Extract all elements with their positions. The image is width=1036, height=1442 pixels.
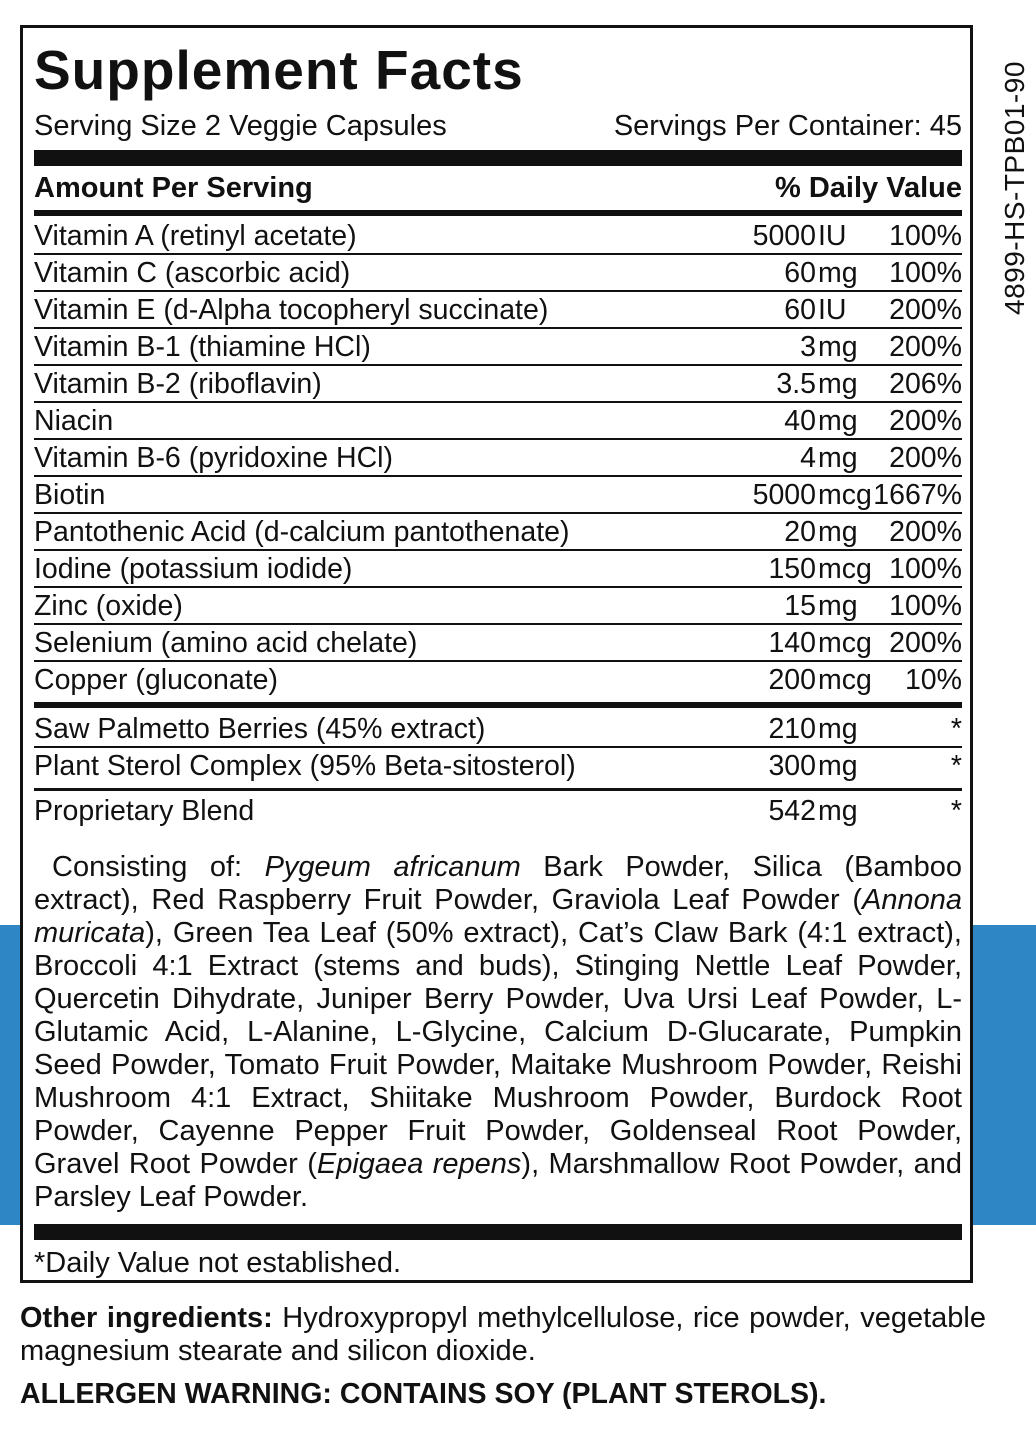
nutrient-amount: 5000 bbox=[752, 479, 816, 511]
panel-title: Supplement Facts bbox=[34, 39, 524, 101]
herbal-unit: mg bbox=[818, 713, 858, 745]
nutrient-unit: IU bbox=[818, 220, 847, 252]
proprietary-blend-row bbox=[34, 793, 962, 830]
nutrient-name: Vitamin E (d-Alpha tocopheryl succinate) bbox=[34, 294, 549, 326]
nutrient-unit: mcg bbox=[818, 627, 872, 659]
nutrient-daily-value: 1667% bbox=[873, 479, 962, 511]
nutrient-name: Selenium (amino acid chelate) bbox=[34, 627, 418, 659]
nutrient-row bbox=[34, 255, 962, 292]
blend-text-italic: Pygeum africanum bbox=[264, 851, 521, 883]
nutrient-unit: mcg bbox=[818, 553, 872, 585]
nutrient-daily-value: 206% bbox=[889, 368, 962, 400]
blend-amount: 542 bbox=[768, 795, 816, 827]
herbal-unit: mg bbox=[818, 750, 858, 782]
serving-info bbox=[34, 106, 962, 146]
nutrient-name: Copper (gluconate) bbox=[34, 664, 278, 696]
other-ingredients-text: Hydroxypropyl methylcellulose, rice powder, vegetable magnesium stearate and silicon dioxide. bbox=[20, 1302, 986, 1367]
blend-name: Proprietary Blend bbox=[34, 795, 255, 827]
nutrient-row bbox=[34, 477, 962, 514]
nutrient-daily-value: 200% bbox=[889, 405, 962, 437]
nutrient-daily-value: 200% bbox=[889, 331, 962, 363]
nutrient-daily-value: 100% bbox=[889, 590, 962, 622]
blend-text: Bark Powder, Silica (Bamboo extract), Red Raspberry Fruit Powder, Graviola Leaf Powder ( bbox=[34, 851, 962, 916]
divider-thin bbox=[34, 788, 962, 791]
nutrient-row bbox=[34, 625, 962, 662]
blend-text: ), Marshmallow Root Powder, and Parsley Leaf Powder. bbox=[34, 1148, 963, 1213]
nutrient-row bbox=[34, 551, 962, 588]
allergen-warning: ALLERGEN WARNING: CONTAINS SOY (PLANT STEROLS). bbox=[20, 1378, 827, 1410]
divider-medium bbox=[34, 702, 962, 708]
divider-medium bbox=[34, 210, 962, 216]
blend-text-italic: Annona muricata bbox=[34, 884, 962, 949]
nutrient-daily-value: 200% bbox=[889, 442, 962, 474]
nutrient-daily-value: 100% bbox=[889, 553, 962, 585]
herbal-daily-value: * bbox=[950, 750, 962, 782]
nutrient-amount: 15 bbox=[784, 590, 816, 622]
herbal-row bbox=[34, 748, 962, 785]
nutrient-name: Vitamin B-6 (pyridoxine HCl) bbox=[34, 442, 394, 474]
nutrient-row bbox=[34, 292, 962, 329]
nutrient-amount: 150 bbox=[768, 553, 816, 585]
nutrient-name: Vitamin B-2 (riboflavin) bbox=[34, 368, 322, 400]
nutrient-unit: mg bbox=[818, 516, 858, 548]
nutrient-amount: 200 bbox=[768, 664, 816, 696]
nutrient-name: Pantothenic Acid (d-calcium pantothenate) bbox=[34, 516, 570, 548]
herbal-name: Plant Sterol Complex (95% Beta-sitosterol) bbox=[34, 750, 576, 782]
nutrient-amount: 60 bbox=[784, 257, 816, 289]
nutrient-name: Iodine (potassium iodide) bbox=[34, 553, 353, 585]
other-ingredients-label: Other ingredients: bbox=[20, 1302, 273, 1334]
side-code: 4899-HS-TPB01-90 bbox=[999, 61, 1030, 315]
blend-text: ), Green Tea Leaf (50% extract), Cat’s Claw Bark (4:1 extract), Broccoli 4:1 Extract (stems and buds), Stinging Nettle Leaf Powder, Quercetin Dihydrate, Juniper Berry Powder, Uva Ursi Leaf Powder, L-Glutamic Acid, L-Alanine, L-Glycine, Calcium D-Glucarate, Pumpkin Seed Powder, Tomato Fruit Powder, Maitake Mushroom Powder, Reishi Mushroom 4:1 Extract, Shiitake Mushroom Powder, Burdock Root Powder, Cayenne Pepper Fruit Powder, Goldenseal Root Powder, Gravel Root Powder ( bbox=[34, 917, 962, 1180]
nutrient-row bbox=[34, 514, 962, 551]
herbal-amount: 300 bbox=[768, 750, 816, 782]
column-header bbox=[34, 166, 962, 210]
amount-per-serving-header: Amount Per Serving bbox=[34, 172, 313, 204]
nutrient-amount: 5000 bbox=[752, 220, 816, 252]
divider-thick bbox=[34, 150, 962, 166]
nutrient-amount: 40 bbox=[784, 405, 816, 437]
daily-value-header: % Daily Value bbox=[775, 172, 962, 204]
nutrient-unit: mg bbox=[818, 590, 858, 622]
nutrient-unit: mg bbox=[818, 442, 858, 474]
nutrient-amount: 4 bbox=[800, 442, 816, 474]
other-ingredients bbox=[20, 1302, 986, 1368]
nutrient-unit: mg bbox=[818, 331, 858, 363]
nutrient-daily-value: 200% bbox=[889, 627, 962, 659]
herbal-row bbox=[34, 711, 962, 748]
divider-thick bbox=[34, 1224, 962, 1240]
nutrient-row bbox=[34, 440, 962, 477]
herbal-amount: 210 bbox=[768, 713, 816, 745]
nutrient-name: Vitamin B-1 (thiamine HCl) bbox=[34, 331, 371, 363]
nutrient-daily-value: 100% bbox=[889, 220, 962, 252]
blend-daily-value: * bbox=[950, 795, 962, 827]
servings-per-container: Servings Per Container: 45 bbox=[613, 110, 962, 142]
serving-size: Serving Size 2 Veggie Capsules bbox=[34, 110, 447, 142]
nutrient-daily-value: 200% bbox=[889, 294, 962, 326]
nutrient-row bbox=[34, 662, 962, 699]
nutrient-daily-value: 10% bbox=[904, 664, 962, 696]
herbal-name: Saw Palmetto Berries (45% extract) bbox=[34, 713, 486, 745]
nutrient-unit: IU bbox=[818, 294, 847, 326]
nutrient-amount: 60 bbox=[784, 294, 816, 326]
nutrient-row bbox=[34, 366, 962, 403]
nutrient-row bbox=[34, 218, 962, 255]
nutrient-unit: mcg bbox=[818, 479, 872, 511]
nutrient-amount: 20 bbox=[784, 516, 816, 548]
nutrient-amount: 3 bbox=[800, 331, 816, 363]
nutrient-unit: mg bbox=[818, 405, 858, 437]
herbal-daily-value: * bbox=[950, 713, 962, 745]
nutrient-unit: mg bbox=[818, 368, 858, 400]
nutrient-daily-value: 200% bbox=[889, 516, 962, 548]
nutrient-name: Vitamin A (retinyl acetate) bbox=[34, 220, 357, 252]
blend-text-italic: Epigaea repens bbox=[316, 1148, 522, 1180]
nutrient-row bbox=[34, 588, 962, 625]
nutrient-unit: mg bbox=[818, 257, 858, 289]
nutrient-name: Biotin bbox=[34, 479, 106, 511]
nutrient-name: Zinc (oxide) bbox=[34, 590, 183, 622]
nutrient-name: Vitamin C (ascorbic acid) bbox=[34, 257, 351, 289]
footnote: *Daily Value not established. bbox=[34, 1247, 402, 1279]
nutrient-row bbox=[34, 403, 962, 440]
blend-ingredients bbox=[34, 851, 962, 1214]
nutrient-name: Niacin bbox=[34, 405, 114, 437]
nutrient-row bbox=[34, 329, 962, 366]
blend-unit: mg bbox=[818, 795, 858, 827]
blend-text: Consisting of: bbox=[52, 851, 265, 883]
supplement-facts-panel bbox=[20, 25, 973, 1283]
nutrient-amount: 3.5 bbox=[776, 368, 816, 400]
nutrient-daily-value: 100% bbox=[889, 257, 962, 289]
nutrient-unit: mcg bbox=[818, 664, 872, 696]
nutrient-amount: 140 bbox=[768, 627, 816, 659]
